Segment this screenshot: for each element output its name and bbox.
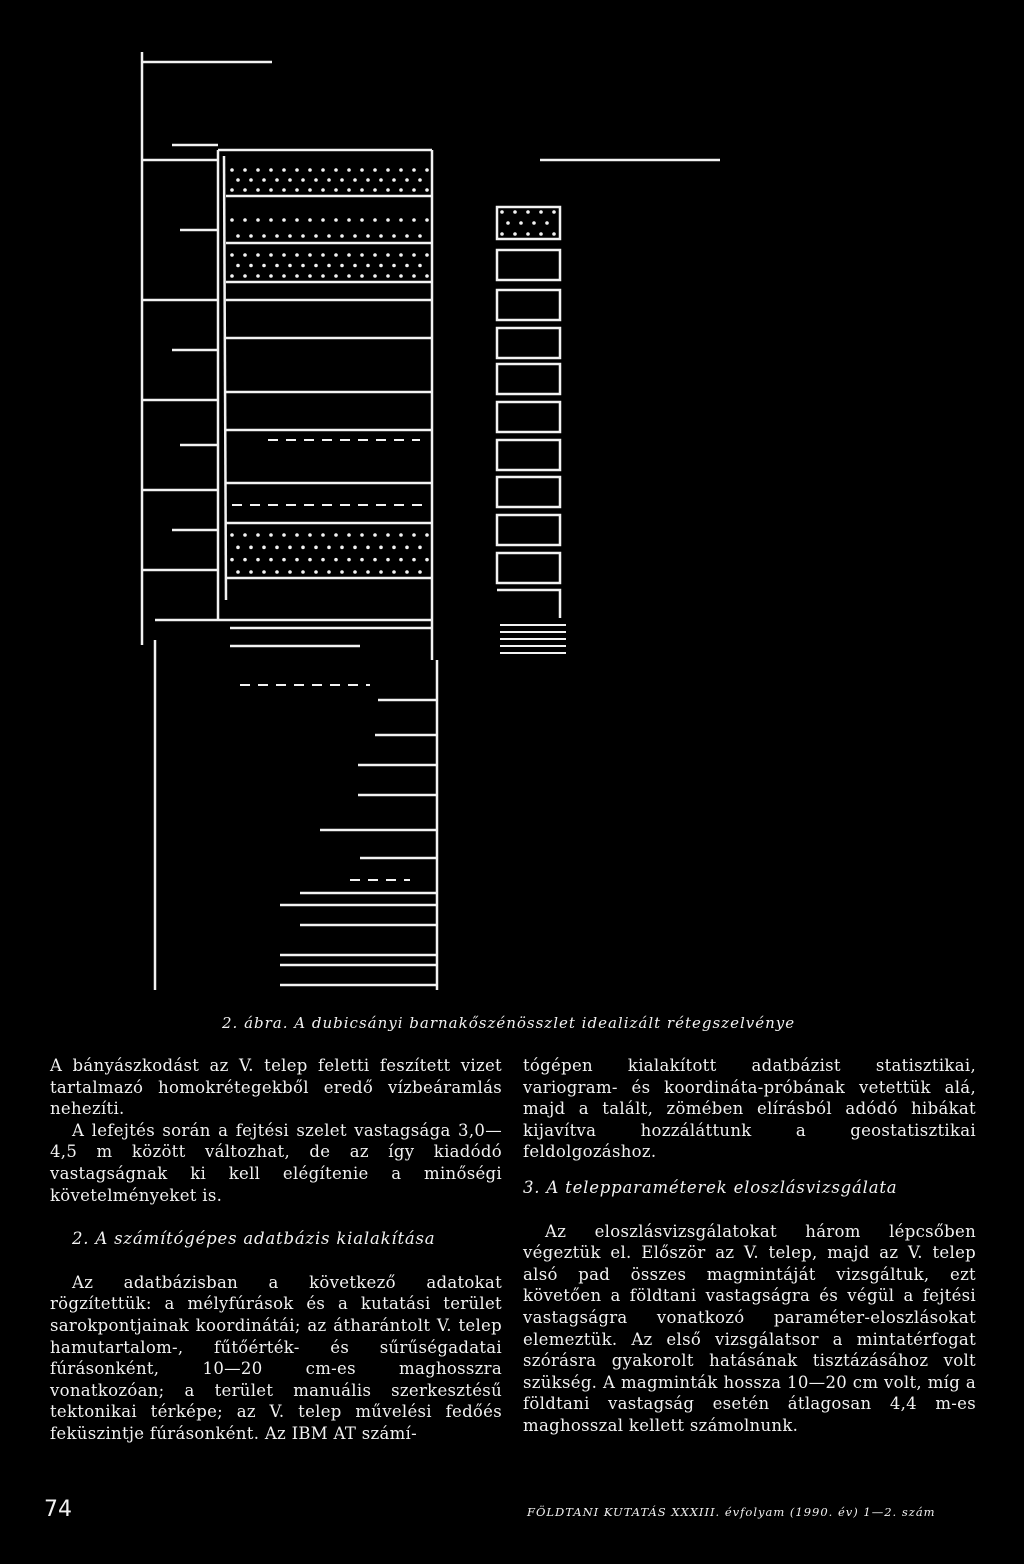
paragraph: A lefejtés során a fejtési szelet vastagsága 3,0—4,5 m között változhat, de az így kiadódó vastagságnak ki kell elégítenie a minőségi követelményeket is. (50, 1120, 502, 1205)
paragraph: tógépen kialakított adatbázist statisztikai, variogram- és koordináta-próbának vetettük alá, majd a talált, zömében elírásból adódó hibákat kijavítva hozzáláttunk a geostatisztikai feldolgozáshoz. (523, 1056, 976, 1162)
journal-footer: FÖLDTANI KUTATÁS XXXIII. évfolyam (1990. év) 1—2. szám (527, 1505, 936, 1519)
legend-boxes (497, 160, 720, 653)
page-number: 74 (44, 1497, 72, 1522)
dashed-patterns (232, 440, 425, 905)
section-heading: 2. A számítógépes adatbázis kialakítása (72, 1229, 436, 1249)
caption-text: A dubicsányi barnakőszénösszlet idealizált rétegszelvénye (294, 1014, 796, 1032)
lower-section (155, 620, 437, 990)
paragraph: Az adatbázisban a következő adatokat rögzítettük: a mélyfúrások és a kutatási terület sarokpontjainak koordinátái; az átharántolt V. telep hamutartalom-, fűtőérték- és sűrűségadatai fúrásonként, 10—20 cm-es maghosszra vonatkozóan; a terület manuális szerkesztésű tektonikai térképe; az V. telep művelési fedőés feküszintje fúrásonként. Az IBM AT számí- (50, 1272, 502, 1443)
right-column (523, 1055, 976, 1437)
figure-caption (222, 1014, 822, 1032)
paragraph: A bányászkodást az V. telep feletti feszített vizet tartalmazó homokrétegekből eredő vízbeáramlás nehezíti. (50, 1056, 502, 1119)
paragraph: Az eloszlásvizsgálatokat három lépcsőben végeztük el. Először az V. telep, majd az V. telep alsó pad összes magmintáját vizsgáltuk, ezt követően a földtani vastagságra és végül a fejtési vastagságra vonatkozó paraméter-eloszlásokat elemeztük. Az első vizsgálatsor a mintatérfogat szórásra gyakorolt hatásának tisztázásához volt szükség. A magminták hossza 10—20 cm volt, míg a földtani vastagság esetén átlagosan 4,4 m-es maghosszal kellett számolnunk. (523, 1221, 976, 1435)
left-column (50, 1055, 502, 1445)
sand-patterns (230, 168, 556, 574)
section-heading: 3. A telepparaméterek eloszlásvizsgálata (523, 1177, 898, 1197)
left-tick-lines (143, 145, 218, 570)
caption-number: 2. ábra. (222, 1014, 289, 1032)
